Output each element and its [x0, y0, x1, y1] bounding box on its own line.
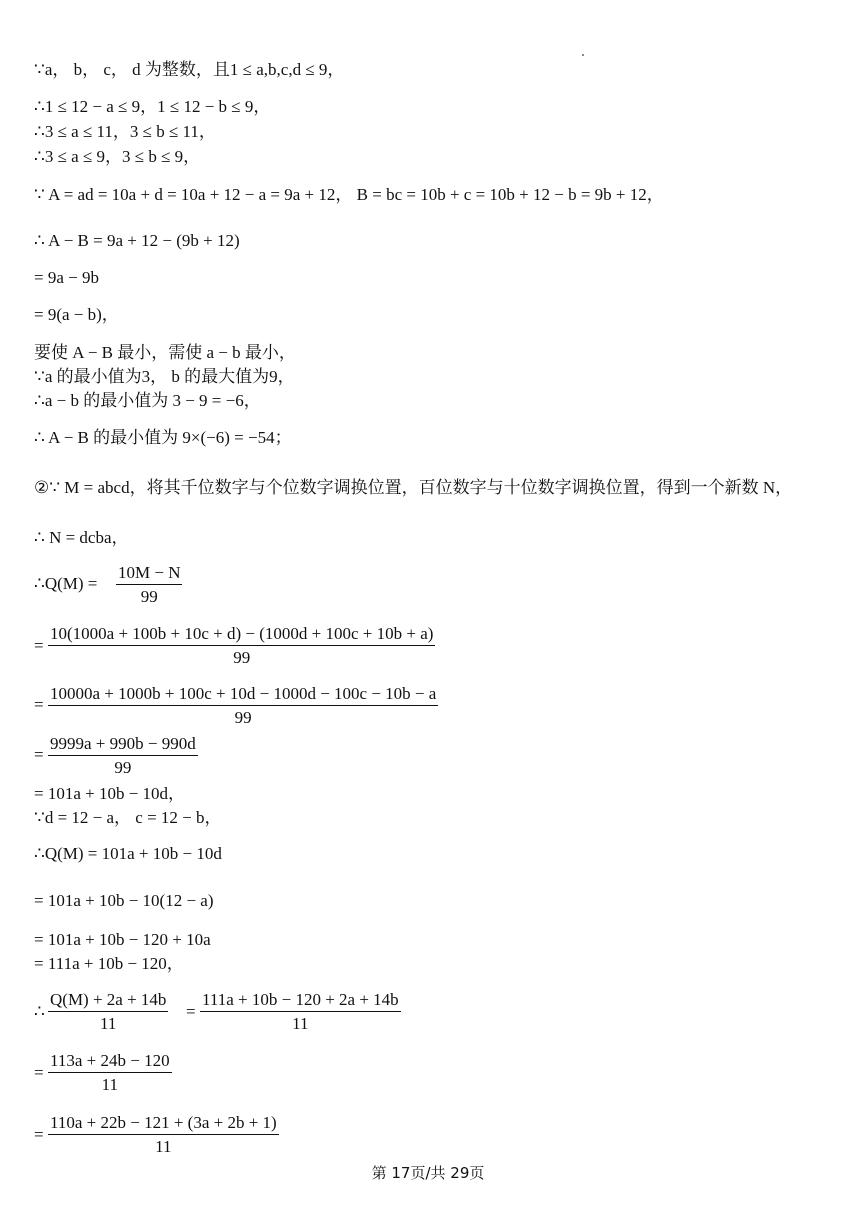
fraction-numerator: 110a + 22b − 121 + (3a + 2b + 1) [50, 1113, 277, 1132]
fraction-qm-definition [116, 563, 182, 607]
line-min-diff: ∴a − b 的最小值为 3 − 9 = −6， [34, 391, 261, 410]
fraction-denominator: 11 [155, 1137, 172, 1156]
line-part-2-intro: ②∵ M = abcd，将其千位数字与个位数字调换位置，百位数字与十位数字调换位置，得到一个新数 N， [34, 478, 793, 497]
fraction-denominator: 11 [100, 1014, 117, 1033]
fraction-bar [48, 1011, 168, 1012]
fraction-collected [48, 1051, 172, 1095]
fraction-substituted [200, 990, 401, 1034]
fraction-bar [116, 584, 182, 585]
fraction-numerator: 111a + 10b − 120 + 2a + 14b [202, 990, 399, 1009]
frac6-prefix: = [34, 1063, 44, 1082]
frac3-prefix: = [34, 695, 44, 714]
fraction-bar [48, 645, 435, 646]
fraction-split [48, 1113, 279, 1157]
page-speck [582, 54, 584, 56]
line-expand: = 101a + 10b − 120 + 10a [34, 930, 211, 949]
line-9a-9b: = 9a − 9b [34, 268, 99, 287]
fraction-numerator: 9999a + 990b − 990d [50, 734, 196, 753]
line-range-9: ∴3 ≤ a ≤ 9，3 ≤ b ≤ 9， [34, 147, 201, 166]
frac2-prefix: = [34, 636, 44, 655]
fraction-qm-plus [48, 990, 168, 1034]
fraction-denominator: 11 [101, 1075, 118, 1094]
line-minimize: 要使 A − B 最小，需使 a − b 最小， [34, 343, 296, 362]
line-a-b-definition: ∵ A = ad = 10a + d = 10a + 12 − a = 9a + 12， B = bc = 10b + c = 10b + 12 − b = 9b + 12， [34, 185, 664, 204]
line-combined: = 111a + 10b − 120， [34, 954, 184, 973]
frac5-prefix: ∴ [34, 1002, 45, 1021]
line-n-definition: ∴ N = dcba， [34, 528, 129, 547]
fraction-numerator: 10(1000a + 100b + 10c + d) − (1000d + 100c + 10b + a) [50, 624, 434, 643]
line-qm-expand: ∴Q(M) = 101a + 10b − 10d [34, 844, 222, 863]
line-9-factor: = 9(a − b)， [34, 305, 119, 324]
fraction-numerator: Q(M) + 2a + 14b [50, 990, 167, 1009]
line-substitute-d: = 101a + 10b − 10(12 − a) [34, 891, 214, 910]
line-condition: ∵a， b， c， d 为整数，且1 ≤ a,b,c,d ≤ 9， [34, 60, 345, 79]
fraction-denominator: 99 [233, 648, 251, 667]
line-qm-result: = 101a + 10b − 10d， [34, 784, 186, 803]
frac7-prefix: = [34, 1125, 44, 1144]
fraction-expanded [48, 624, 435, 668]
line-substitution: ∵d = 12 − a， c = 12 − b， [34, 808, 222, 827]
frac5-equals: = [186, 1002, 196, 1021]
fraction-numerator: 10000a + 1000b + 100c + 10d − 1000d − 100c − 10b − a [50, 684, 437, 703]
line-extremes: ∵a 的最小值为3， b 的最大值为9， [34, 367, 295, 386]
fraction-bar [48, 705, 438, 706]
line-min-value: ∴ A − B 的最小值为 9×(−6) = −54； [34, 428, 292, 447]
fraction-numerator: 113a + 24b − 120 [50, 1051, 170, 1070]
page-footer: 第 17页/共 29页 [371, 1164, 485, 1182]
fraction-numerator: 10M − N [118, 563, 181, 582]
fraction-denominator: 99 [140, 587, 158, 606]
fraction-bar [48, 755, 198, 756]
fraction-denominator: 99 [234, 708, 252, 727]
line-range-11: ∴3 ≤ a ≤ 11，3 ≤ b ≤ 11， [34, 122, 216, 141]
fraction-denominator: 99 [114, 758, 132, 777]
line-a-minus-b: ∴ A − B = 9a + 12 − (9b + 12) [34, 231, 240, 250]
fraction-bar [48, 1134, 279, 1135]
fraction-denominator: 11 [292, 1014, 309, 1033]
frac1-prefix: ∴Q(M) = [34, 574, 98, 593]
fraction-distributed [48, 684, 438, 728]
fraction-simplified [48, 734, 198, 778]
fraction-bar [200, 1011, 401, 1012]
line-range-12: ∴1 ≤ 12 − a ≤ 9，1 ≤ 12 − b ≤ 9， [34, 97, 271, 116]
fraction-bar [48, 1072, 172, 1073]
frac4-prefix: = [34, 745, 44, 764]
